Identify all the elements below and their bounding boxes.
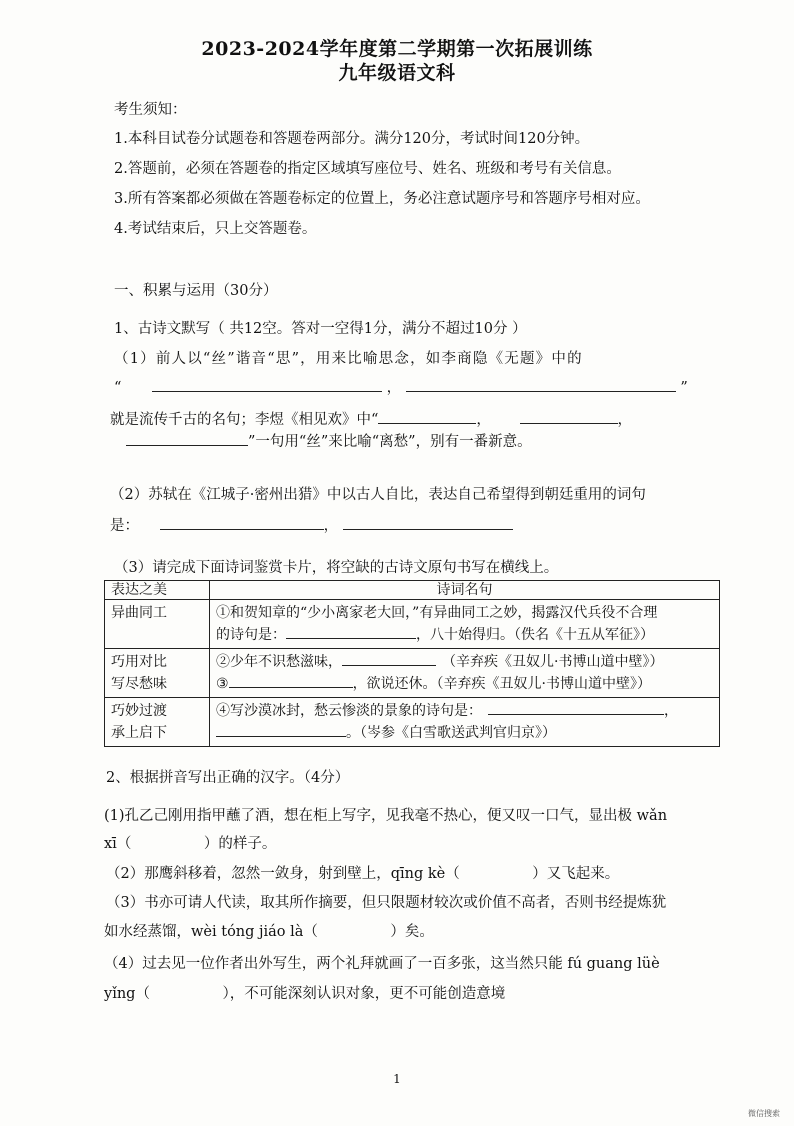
row-category-line: 巧妙过渡 [111,703,167,719]
q1-part1-line2 [114,377,714,398]
q2-s3-line2: 如水经蒸馏，wèi tóng jiáo là（ ）矣。 [104,924,434,940]
answer-blank[interactable] [229,673,353,688]
q1-part1-line1: （1）前人以“丝”谐音“思”，用来比喻思念，如李商隐《无题》中的 [114,351,583,367]
line3-prefix: 就是流传千古的名句；李煜《相见欢》中“ [110,412,379,428]
page-number: 1 [393,1072,401,1086]
section-heading: 一、积累与运用（30分） [114,283,278,299]
row-line-suffix: （辛弃疾《丑奴儿·书博山道中壁》） [442,654,664,670]
q2-s4-line1: （4）过去见一位作者出外写生，两个礼拜就画了一百多张，这当然只能 fú guang lüè [104,956,660,972]
open-quote: “ [114,380,122,396]
q2-s4-line2: yǐng（ ），不可能深刻认识对象，更不可能创造意境 [104,986,506,1002]
notice-item-4: 4.考试结束后，只上交答题卷。 [114,221,317,237]
close-quote: ” [680,380,688,396]
notice-heading: 考生须知： [114,102,187,118]
answer-blank[interactable] [160,515,324,530]
q1-part2-line1: （2）苏轼在《江城子·密州出猎》中以古人自比，表达自己希望得到朝廷重用的词句 [110,487,646,503]
answer-blank[interactable] [488,700,664,715]
q2-s2: （2）那鹰斜移着，忽然一敛身，射到壁上，qīng kè（ ）又飞起来。 [106,866,620,882]
comma: ， [664,703,678,719]
row-line-prefix: 的诗句是： [216,627,286,643]
row-category: 异曲同工 [105,600,210,649]
q1-part2-line2 [110,515,513,536]
row-category [105,649,210,698]
row-category-line: 写尽愁味 [111,676,167,692]
card-row [105,649,720,698]
answer-blank[interactable] [343,515,513,530]
poetry-appreciation-card [104,580,720,747]
answer-blank[interactable] [342,651,436,666]
row-category-line: 承上启下 [111,725,167,741]
comma: ， [617,412,633,428]
row-line: ①和贺知章的“少小离家老大回，”有异曲同工之妙，揭露汉代兵役不合理 [216,605,658,621]
answer-blank[interactable] [286,624,416,639]
q1-part1-line3 [110,409,632,430]
card-row [105,698,720,747]
answer-blank[interactable] [152,377,382,392]
row-line [216,722,713,744]
part2-prefix: 是： [110,518,139,534]
notice-item-1: 1.本科目试卷分试题卷和答题卷两部分。满分120分，考试时间120分钟。 [114,131,590,147]
q2-s1-line2: xī（ ）的样子。 [104,836,277,852]
row-line [216,651,713,673]
comma: ， [476,412,491,428]
header-lines: 诗词名句 [210,581,720,600]
q1-stem: 1、古诗文默写（ 共12空。答对一空得1分，满分不超过10分 ） [114,321,527,337]
row-line [216,673,713,695]
row-content [210,600,720,649]
card-header-row [105,581,720,600]
answer-blank[interactable] [216,722,346,737]
answer-blank[interactable] [378,409,476,424]
q1-part3-line: （3）请完成下面诗词鉴赏卡片，将空缺的古诗文原句书写在横线上。 [114,560,559,576]
watermark: 微信搜索 [748,1109,780,1118]
card-row [105,600,720,649]
comma: ， [386,380,402,396]
row-category-line: 巧用对比 [111,654,167,670]
notice-item-2: 2.答题前，必须在答题卷的指定区域填写座位号、姓名、班级和考号有关信息。 [114,161,621,177]
line4-text: ”一句用“丝”来比喻“离愁”，别有一番新意。 [248,434,532,450]
row-line-suffix: 。（岑参《白雪歌送武判官归京》） [346,725,556,741]
row-line [216,700,713,722]
answer-blank[interactable] [126,431,248,446]
exam-subtitle: 九年级语文科 [338,62,456,84]
row-line [216,624,713,646]
q2-s3-line1: （3）书亦可请人代读，取其所作摘要，但只限题材较次或价值不高者，否则书经提炼犹 [106,895,667,911]
row-line-suffix: ，欲说还休。（辛弃疾《丑奴儿·书博山道中壁》） [352,676,652,692]
q1-part1-line4 [126,431,532,452]
row-content [210,649,720,698]
header-category: 表达之美 [105,581,210,600]
row-category [105,698,210,747]
row-line-suffix: ，八十始得归。（佚名《十五从军征》） [416,627,654,643]
exam-title: 2023-2024学年度第二学期第一次拓展训练 [201,38,593,60]
answer-blank[interactable] [520,409,618,424]
row-line-prefix: ③ [216,676,229,692]
comma: ， [323,518,339,534]
notice-item-3: 3.所有答案都必须做在答题卷标定的位置上，务必注意试题序号和答题序号相对应。 [114,191,650,207]
row-line-prefix: ②少年不识愁滋味， [216,654,342,670]
answer-blank[interactable] [406,377,676,392]
q2-stem: 2、根据拼音写出正确的汉字。（4分） [106,770,350,786]
q2-s1-line1: (1)孔乙己刚用指甲蘸了酒，想在柜上写字，见我毫不热心，便又叹一口气，显出极 wǎn [104,808,668,824]
row-content [210,698,720,747]
row-line-prefix: ④写沙漠冰封，愁云惨淡的景象的诗句是： [216,703,482,719]
